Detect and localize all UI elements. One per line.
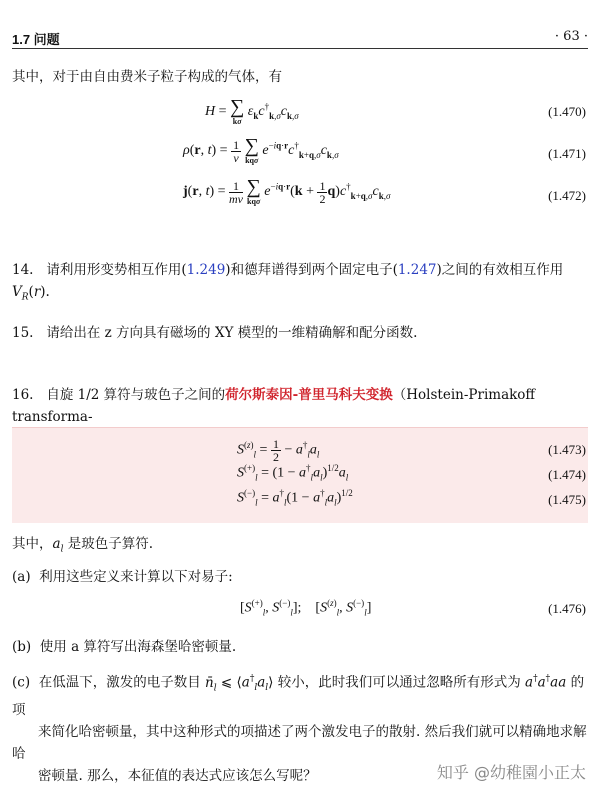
equation-commutators: [$S^{(+)}_l$, $S^{(-)}_l$]; [$S^{(z)}_l$, $S^{(-)}_l$] [240,598,372,618]
equation-number: (1.476) [548,601,586,616]
part-a: (a) 利用这些定义来计算以下对易子: [12,569,233,585]
equation-number: (1.474) [548,467,586,482]
equation-density: ρ(r, t) = $\frac{1}{\nu}$ ∑ kqσ $e^{-iq\cdot r}c^\dagger_{k+q,\sigma}c_{k,\sigma}$ [183,135,339,165]
part-b: (b) 使用 a 算符写出海森堡哈密顿量. [12,639,237,655]
equation-link[interactable]: 1.247 [397,262,437,278]
part-label: (a) [12,569,31,585]
header-rule [12,48,588,49]
equation-hamiltonian: H = ∑ kσ $\varepsilon_kc^\dagger_{k,\sigma}c_{k,\sigma}$ [205,96,299,126]
problem-number: 14. [12,262,34,278]
part-label: (b) [12,639,32,655]
problem-14: 14. 请利用形变势相互作用(1.249)和德拜谱得到两个固定电子(1.247)之间的有效相互作用 $V_R(r)$. [12,262,564,303]
problem-number: 16. [12,387,34,403]
part-label: (c) [12,674,31,691]
equation-number: (1.470) [548,104,586,119]
equation-link[interactable]: 1.249 [186,262,226,278]
equation-number: (1.472) [548,188,586,203]
highlighted-term[interactable]: 荷尔斯泰因-普里马科夫变换 [225,387,393,403]
section-heading: 1.7 问题 [12,32,60,47]
watermark: 知乎 @幼稚園小正太 [436,763,586,782]
equation-sz: $S^{(z)}_l$ = $\frac{1}{2}$ − $a^\dagger_la_l$ [237,437,320,464]
problem-number: 15. [12,325,34,341]
equation-number: (1.471) [548,146,586,161]
page-number: · 63 · [554,29,588,44]
problem-15: 15. 请给出在 z 方向具有磁场的 XY 模型的一维精确解和配分函数. [12,325,418,341]
equation-splus: $S^{(+)}_l = (1 - a^\dagger_la_l)^{1/2}a_l$ [237,463,349,483]
intro-text: 其中，对于由自由费米子粒子构成的气体，有 [12,69,282,85]
equation-number: (1.473) [548,442,586,457]
problem-16: 16. 自旋 1/2 算符与玻色子之间的荷尔斯泰因-普里马科夫变换（Holstein-Primakoff transforma- [12,387,536,425]
boson-note: 其中，$a_l$ 是玻色子算符. [12,536,154,555]
equation-sminus: $S^{(-)}_l = a^\dagger_l(1 - a^\dagger_la_l)^{1/2}$ [237,488,353,508]
part-c: (c) 在低温下，激发的电子数目 $n̄_l$ ⩽ $⟨a^\dagger_la_l⟩$ 较小，此时我们可以通过忽略所有形式为 a†a†aa 的项 来简化哈密顿量，其中这种形式的项描述了两个激发电子的散射. 然后我们就可以精确地求解哈 密顿量. 那么，本征值的表达式应该怎么写呢？ [12,674,587,785]
equation-current: j(r, t) = $\frac{1}{m\nu}$ ∑ kqσ $e^{-iq\cdot r}(k$ + $\frac{1}{2}$ $q)c^\dagger_{k+q,\sigma}c_{k,\sigma}$ [183,176,391,206]
equation-number: (1.475) [548,492,586,507]
